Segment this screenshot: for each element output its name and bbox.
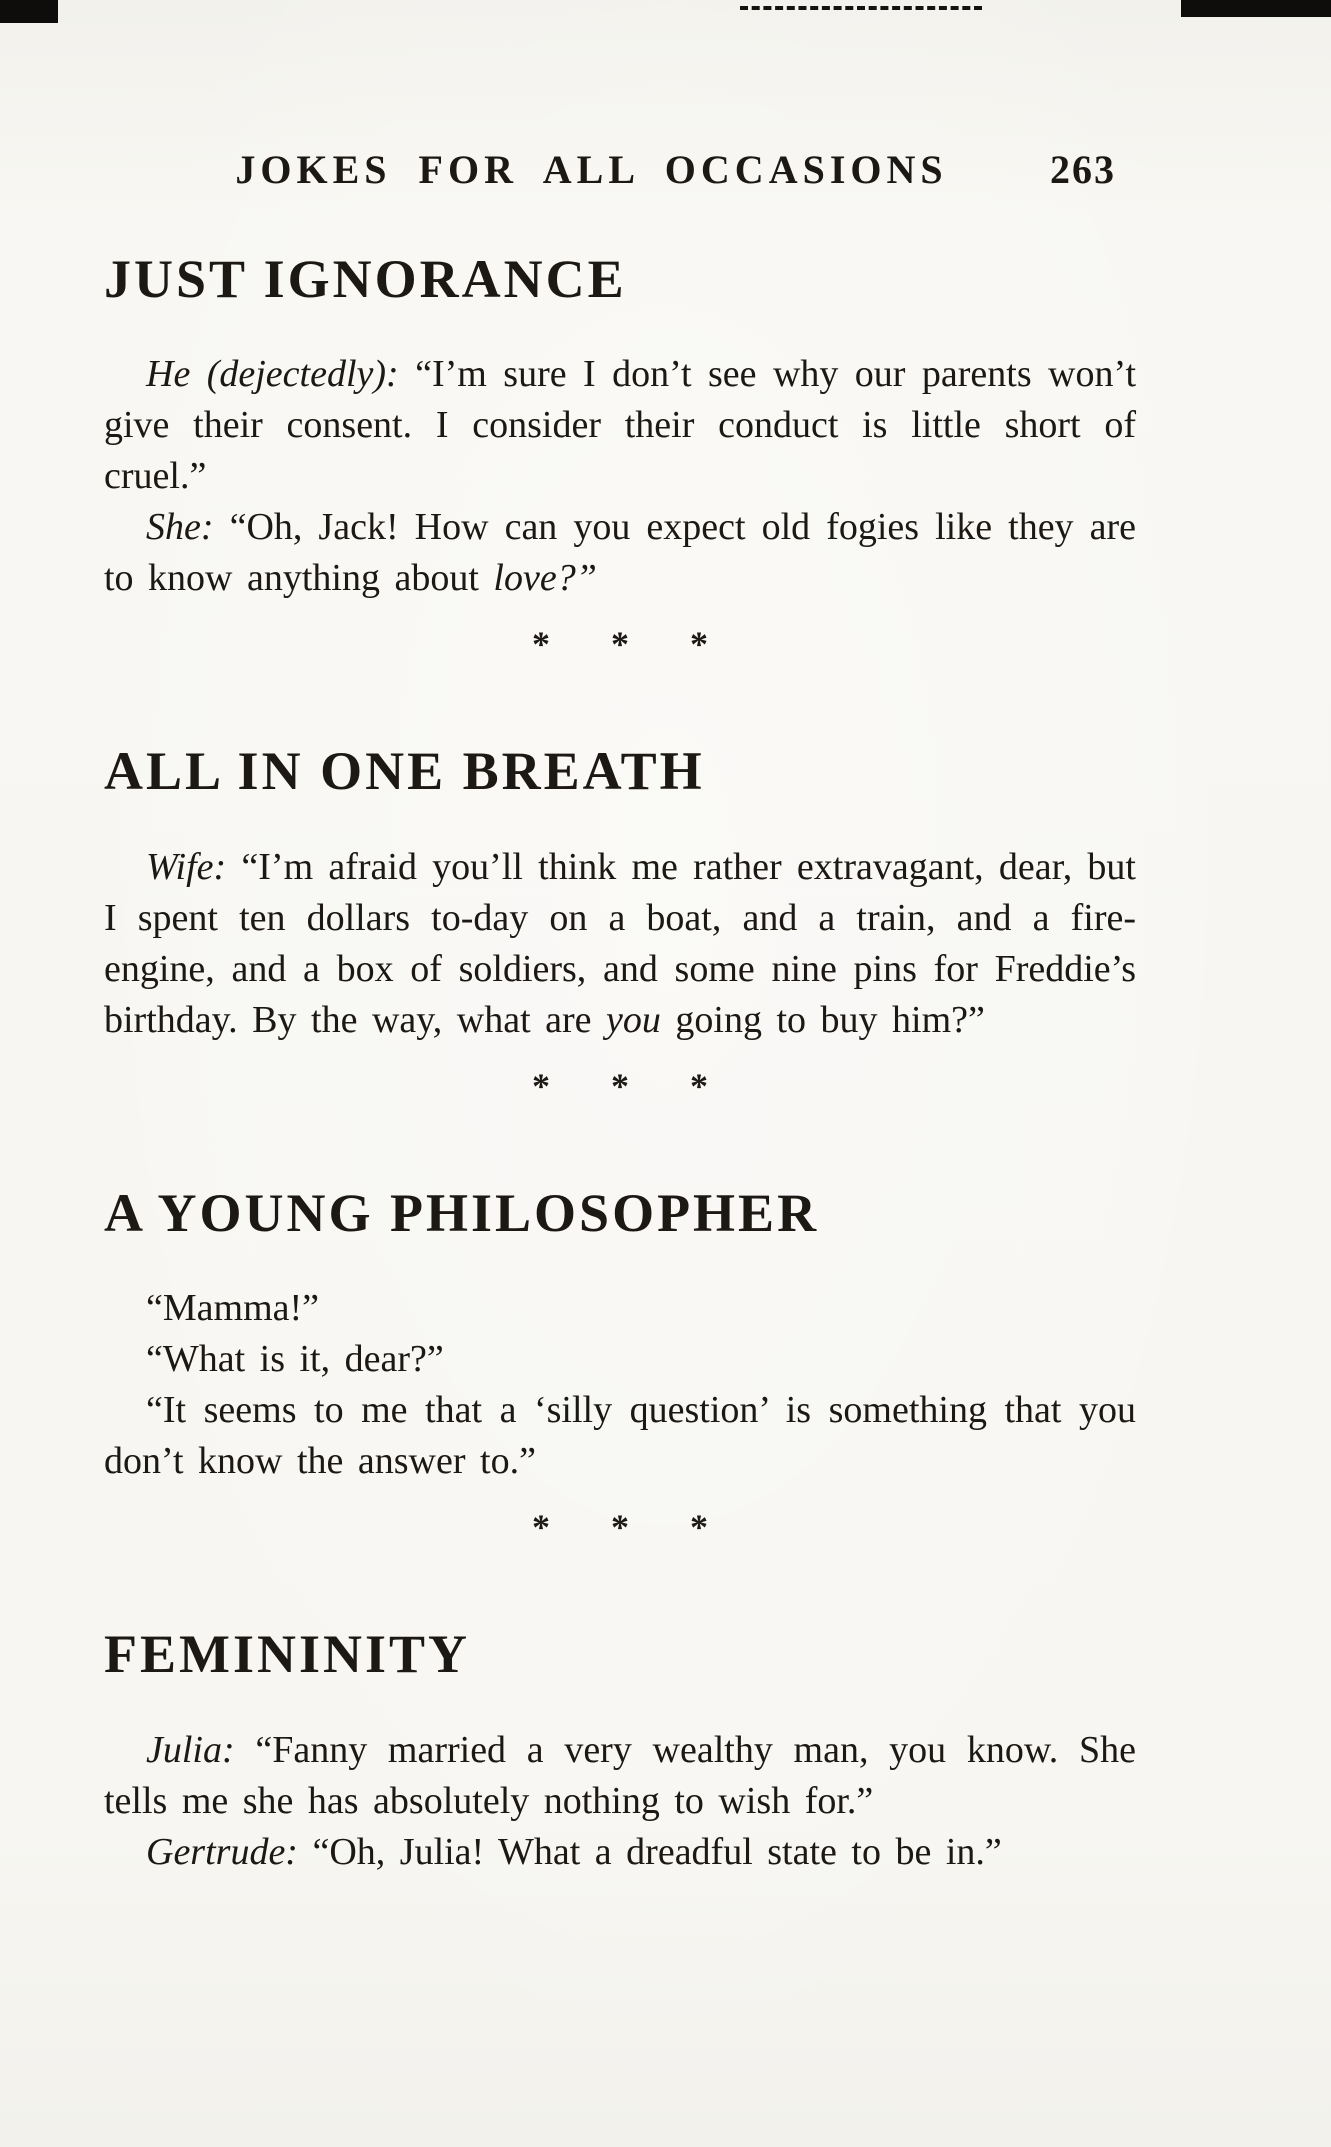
section-heading: A YOUNG PHILOSOPHER	[104, 1182, 820, 1243]
joke-section	[104, 1625, 1136, 1877]
page-content	[104, 250, 1136, 1878]
italic-text: He (dejectedly):	[146, 353, 416, 396]
joke-section	[104, 1184, 1136, 1553]
paragraph	[104, 1725, 1136, 1827]
section-heading: ALL IN ONE BREATH	[104, 741, 705, 802]
paragraph	[104, 1283, 1136, 1334]
asterisk-separator: * * *	[532, 1065, 708, 1106]
paragraph	[104, 1385, 1136, 1487]
book-title: JOKES FOR ALL OCCASIONS	[235, 147, 948, 192]
page-number: 263	[1050, 147, 1116, 192]
scan-artifact-top-right	[1181, 0, 1331, 17]
section-heading: FEMININITY	[104, 1624, 471, 1685]
italic-text: Gertrude:	[146, 1830, 313, 1873]
asterisk-separator: * * *	[532, 1507, 708, 1548]
text-segment: “Mamma!”	[146, 1287, 320, 1330]
italic-text: Wife:	[146, 845, 242, 888]
italic-text: She:	[146, 506, 230, 549]
paragraph	[104, 1334, 1136, 1385]
paragraph	[104, 842, 1136, 1046]
paragraph	[104, 502, 1136, 604]
joke-section	[104, 250, 1136, 670]
asterisk-separator: * * *	[532, 624, 708, 665]
italic-text: love?”	[493, 557, 597, 600]
text-segment: going to buy him?”	[660, 998, 985, 1041]
scan-artifact-dashed-line	[740, 6, 982, 10]
joke-section	[104, 742, 1136, 1111]
text-segment: “Oh, Jack! How can you expect old fogies like they are to know anything about	[104, 506, 1136, 600]
text-segment: “Oh, Julia! What a dreadful state to be in.”	[312, 1830, 1002, 1873]
italic-text: you	[606, 998, 661, 1041]
scan-artifact-top-left	[0, 0, 58, 23]
paragraph	[104, 1827, 1136, 1878]
italic-text: Julia:	[146, 1728, 256, 1771]
paragraph	[104, 349, 1136, 502]
text-segment: “I’m sure I don’t see why our parents won’t give their consent. I consider their conduct is little short of cruel.”	[104, 353, 1137, 498]
running-header	[104, 146, 1136, 202]
text-segment: “What is it, dear?”	[146, 1338, 444, 1381]
text-segment: “It seems to me that a ‘silly question’ is something that you don’t know the answer to.”	[104, 1389, 1136, 1483]
text-segment: “I’m afraid you’ll think me rather extravagant, dear, but I spent ten dollars to-day on a boat, and a train, and a fire-engine, and a box of soldiers, and some nine pins for Freddie’s birthday. By the way, what are	[104, 845, 1136, 1041]
text-segment: “Fanny married a very wealthy man, you know. She tells me she has absolutely nothing to wish for.”	[104, 1728, 1136, 1822]
section-heading: JUST IGNORANCE	[104, 249, 627, 309]
